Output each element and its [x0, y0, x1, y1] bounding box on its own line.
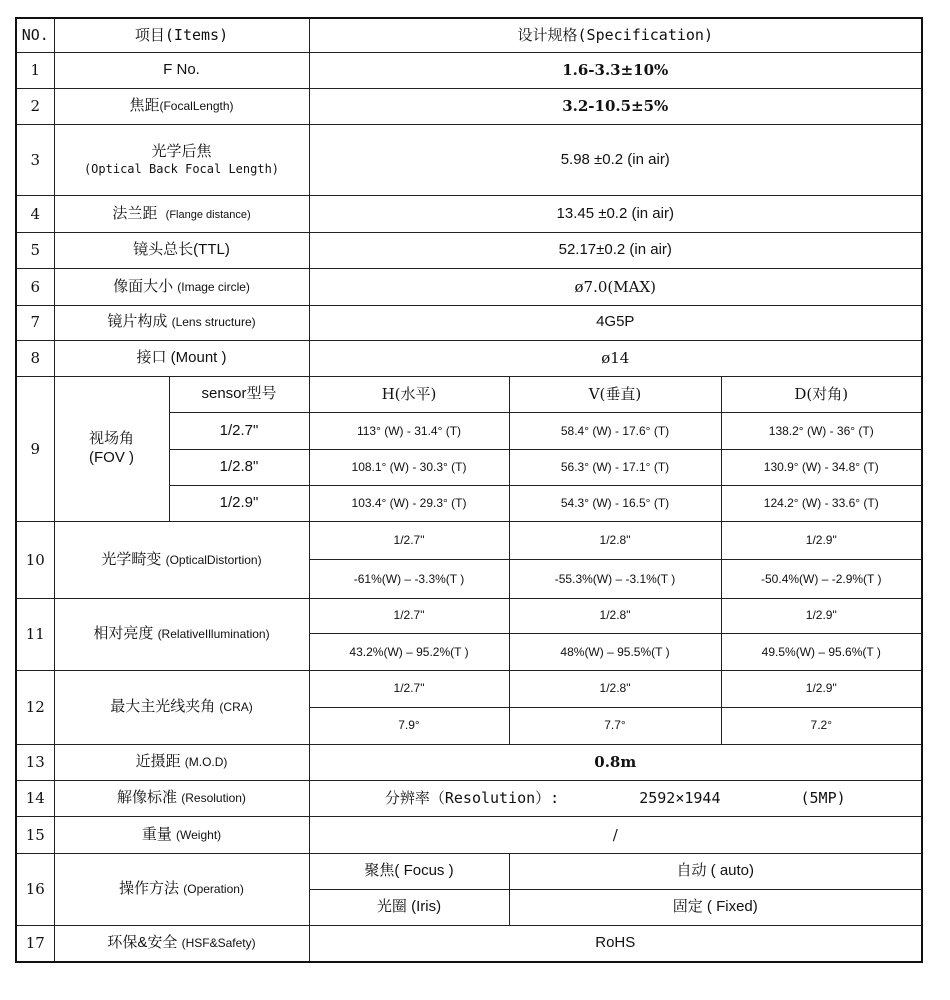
resolution-label: 分辨率（Resolution）:	[384, 789, 560, 808]
item-label-cn: 法兰距	[112, 204, 158, 222]
spec-value: ø14	[309, 340, 922, 376]
item-label-cn: 操作方法	[119, 879, 180, 897]
fov-v: 56.3° (W) - 17.1° (T)	[509, 449, 721, 485]
spec-value: ø7.0(MAX)	[309, 269, 922, 305]
item-label-cn: 镜片构成	[107, 313, 168, 331]
table-row	[16, 817, 922, 853]
fov-d: 130.9° (W) - 34.8° (T)	[721, 449, 922, 485]
item-label-en: (Optical Back Focal Length)	[83, 161, 280, 176]
spec-value: /	[309, 817, 922, 853]
row-no: 3	[16, 125, 54, 196]
item-label-en: (Image circle)	[177, 279, 250, 294]
fov-h: 108.1° (W) - 30.3° (T)	[309, 449, 509, 485]
item-label	[54, 269, 309, 305]
row-no: 8	[16, 340, 54, 376]
row-no: 17	[16, 926, 54, 962]
row-no: 4	[16, 195, 54, 232]
spec-value: 3.2-10.5±5%	[309, 89, 922, 125]
header-no: NO.	[16, 18, 54, 52]
spec-value: RoHS	[309, 926, 922, 962]
item-label-en: (Resolution)	[181, 791, 246, 806]
row-no: 14	[16, 781, 54, 817]
item-label-cn: 光学畸变	[101, 550, 162, 568]
row-no: 11	[16, 598, 54, 671]
row-no: 15	[16, 817, 54, 853]
item-label-en: (Lens structure)	[171, 315, 256, 330]
item-label-en: (M.O.D)	[184, 755, 228, 770]
cra-value: 7.9°	[309, 707, 509, 744]
item-label-cn: 像面大小	[113, 277, 174, 295]
row-no: 9	[16, 377, 54, 522]
sensor-size: 1/2.9"	[721, 598, 922, 633]
distortion-value: -55.3%(W) – -3.1%(T )	[509, 560, 721, 598]
item-label: F No.	[54, 52, 309, 88]
item-label-cn: 重量	[141, 825, 172, 843]
header-items: 项目(Items)	[54, 18, 309, 52]
sensor-size: 1/2.7"	[169, 413, 309, 449]
table-row	[16, 340, 922, 376]
focus-value: 自动 ( auto)	[509, 853, 922, 889]
item-label-cn: 光学后焦	[151, 143, 212, 161]
item-label-en: (Flange distance)	[165, 208, 251, 221]
focus-label: 聚焦( Focus )	[309, 853, 509, 889]
item-label-en: (CRA)	[219, 700, 253, 715]
sensor-size: 1/2.7"	[309, 671, 509, 707]
row-no: 1	[16, 52, 54, 88]
table-row	[16, 233, 922, 269]
row-no: 2	[16, 89, 54, 125]
item-label-cn: 焦距	[129, 97, 160, 115]
row-no: 16	[16, 853, 54, 926]
sensor-size: 1/2.9"	[721, 522, 922, 560]
spec-value: 4G5P	[309, 305, 922, 340]
fov-v: 58.4° (W) - 17.6° (T)	[509, 413, 721, 449]
distortion-value: -50.4%(W) – -2.9%(T )	[721, 560, 922, 598]
sensor-size: 1/2.8"	[509, 598, 721, 633]
table-row	[16, 52, 922, 88]
distortion-value: -61%(W) – -3.3%(T )	[309, 560, 509, 598]
item-label	[54, 522, 309, 599]
item-label	[54, 305, 309, 340]
col-d-header: D(对角)	[721, 377, 922, 413]
item-label-cn: 解像标准	[117, 789, 178, 807]
table-row	[16, 269, 922, 305]
col-h-header: H(水平)	[309, 377, 509, 413]
item-label	[54, 817, 309, 853]
table-row	[16, 522, 922, 560]
illumination-value: 48%(W) – 95.5%(T )	[509, 633, 721, 670]
item-label: 镜头总长(TTL)	[54, 233, 309, 269]
item-label	[54, 89, 309, 125]
item-label-cn: 最大主光线夹角	[110, 698, 216, 716]
item-label: 接口 (Mount )	[54, 340, 309, 376]
row-no: 5	[16, 233, 54, 269]
iris-label: 光圈 (Iris)	[309, 889, 509, 925]
item-label	[54, 377, 169, 522]
table-row	[16, 125, 922, 196]
spec-value: 52.17±0.2 (in air)	[309, 233, 922, 269]
table-row	[16, 377, 922, 413]
illumination-value: 49.5%(W) – 95.6%(T )	[721, 633, 922, 670]
item-label	[54, 195, 309, 232]
fov-h: 103.4° (W) - 29.3° (T)	[309, 485, 509, 521]
spec-value: 5.98 ±0.2 (in air)	[309, 125, 922, 196]
sensor-size: 1/2.8"	[509, 671, 721, 707]
fov-h: 113° (W) - 31.4° (T)	[309, 413, 509, 449]
item-label-en: (FOV )	[89, 449, 134, 467]
table-row	[16, 744, 922, 780]
fov-v: 54.3° (W) - 16.5° (T)	[509, 485, 721, 521]
sensor-label: sensor型号	[169, 377, 309, 413]
row-no: 6	[16, 269, 54, 305]
resolution-value: 2592×1944	[639, 789, 721, 808]
fov-d: 138.2° (W) - 36° (T)	[721, 413, 922, 449]
spec-value: 1.6-3.3±10%	[309, 52, 922, 88]
cra-value: 7.2°	[721, 707, 922, 744]
row-no: 10	[16, 522, 54, 599]
cra-value: 7.7°	[509, 707, 721, 744]
item-label-en: (RelativeIllumination)	[157, 627, 270, 642]
table-row	[16, 671, 922, 707]
illumination-value: 43.2%(W) – 95.2%(T )	[309, 633, 509, 670]
item-label-cn: 环保&安全	[107, 934, 178, 952]
sensor-size: 1/2.8"	[169, 449, 309, 485]
sensor-size: 1/2.9"	[721, 671, 922, 707]
item-label	[54, 125, 309, 196]
fov-d: 124.2° (W) - 33.6° (T)	[721, 485, 922, 521]
spec-value: 0.8m	[309, 744, 922, 780]
item-label	[54, 671, 309, 745]
spec-table	[15, 17, 923, 963]
item-label-cn: 相对亮度	[93, 625, 154, 643]
table-row	[16, 853, 922, 889]
table-row	[16, 305, 922, 340]
item-label	[54, 744, 309, 780]
item-label-cn: 视场角	[88, 430, 134, 448]
item-label	[54, 598, 309, 671]
spec-value	[309, 781, 922, 817]
table-row	[16, 195, 922, 232]
item-label	[54, 853, 309, 926]
item-label-en: (Operation)	[183, 881, 244, 896]
row-no: 7	[16, 305, 54, 340]
resolution-mp: (5MP)	[800, 789, 846, 808]
item-label-cn: 近摄距	[135, 753, 181, 771]
sensor-size: 1/2.9"	[169, 485, 309, 521]
sensor-size: 1/2.8"	[509, 522, 721, 560]
item-label	[54, 781, 309, 817]
spec-value: 13.45 ±0.2 (in air)	[309, 195, 922, 232]
sensor-size: 1/2.7"	[309, 522, 509, 560]
item-label-en: (FocalLength)	[159, 99, 234, 114]
table-row	[16, 598, 922, 633]
header-spec: 设计规格(Specification)	[309, 18, 922, 52]
row-no: 12	[16, 671, 54, 745]
sensor-size: 1/2.7"	[309, 598, 509, 633]
table-row	[16, 926, 922, 962]
col-v-header: V(垂直)	[509, 377, 721, 413]
item-label	[54, 926, 309, 962]
iris-value: 固定 ( Fixed)	[509, 889, 922, 925]
item-label-en: (Weight)	[176, 827, 222, 842]
table-row	[16, 781, 922, 817]
header-row	[16, 18, 922, 52]
table-row	[16, 89, 922, 125]
row-no: 13	[16, 744, 54, 780]
item-label-en: (HSF&Safety)	[181, 936, 256, 951]
item-label-en: (OpticalDistortion)	[165, 552, 262, 567]
